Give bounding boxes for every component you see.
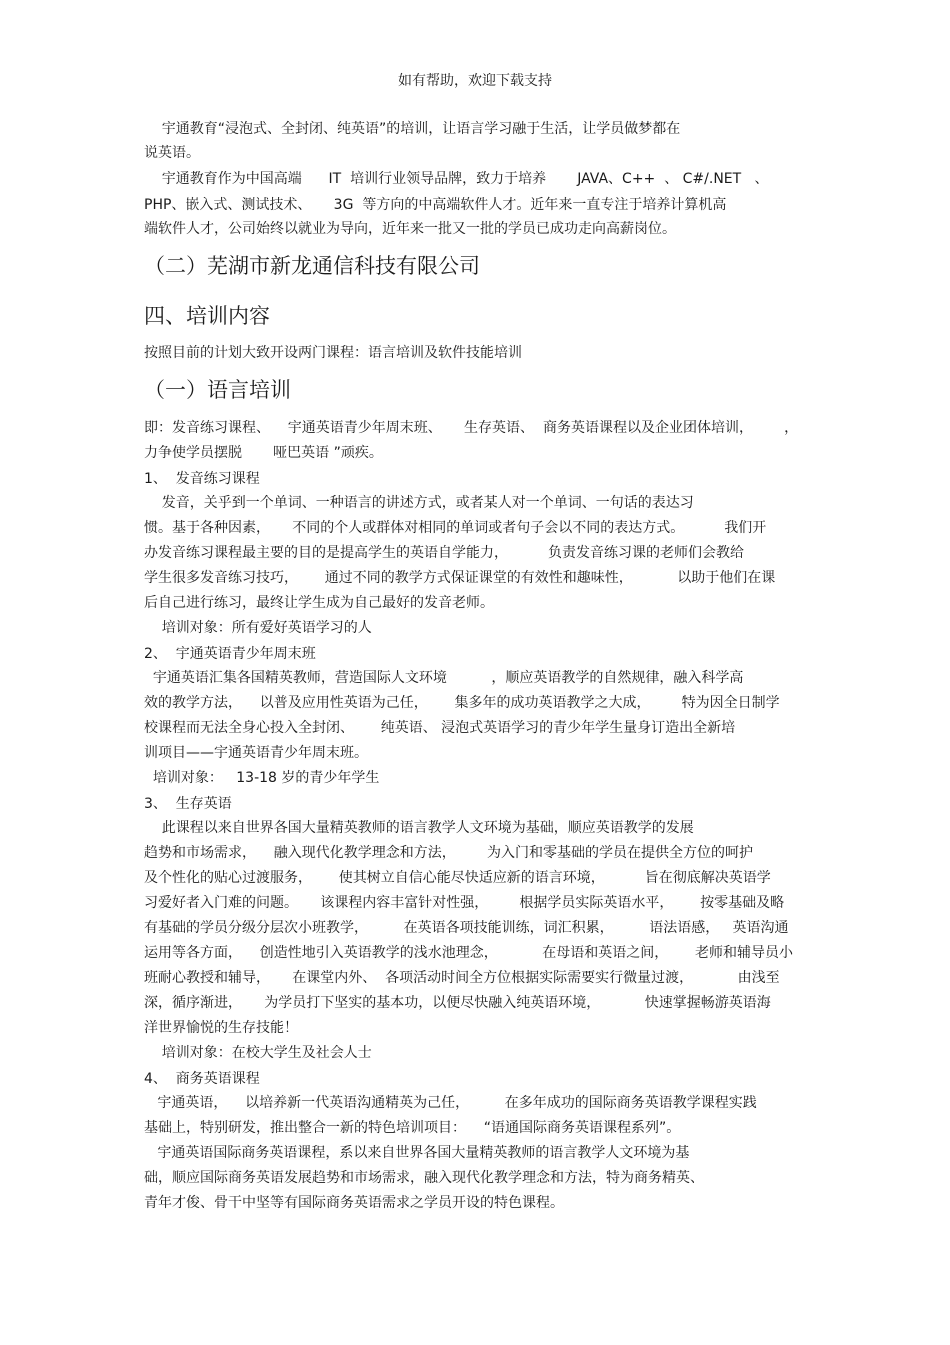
- target-audience: 培训对象： 13-18 岁的青少年学生: [144, 770, 380, 786]
- paragraph-line: 此课程以来自世界各国大量精英教师的语言教学人文环境为基础，顺应英语教学的发展: [144, 820, 694, 836]
- paragraph-line: PHP、嵌入式、测试技术、 3G 等方向的中高端软件人才。近年来一直专注于培养计算机高: [144, 197, 727, 213]
- paragraph-line: 宇通教育作为中国高端 IT 培训行业领导品牌，致力于培养 JAVA、C++ 、 C#/.NET 、: [144, 171, 769, 187]
- item-heading: 2、 宇通英语青少年周末班: [144, 646, 316, 662]
- paragraph-line: 即：发音练习课程、 宇通英语青少年周末班、 生存英语、 商务英语课程以及企业团体培训， ，: [144, 420, 799, 436]
- paragraph-line: 学生很多发音练习技巧， 通过不同的教学方式保证课堂的有效性和趣味性， 以助于他们在课: [144, 570, 776, 586]
- paragraph-line: 运用等各方面， 创造性地引入英语教学的浅水池理念， 在母语和英语之间， 老师和辅导员小: [144, 945, 794, 961]
- paragraph-line: 端软件人才，公司始终以就业为导向，近年来一批又一批的学员已成功走向高薪岗位。: [144, 221, 676, 237]
- paragraph-line: 按照目前的计划大致开设两门课程：语言培训及软件技能培训: [144, 345, 522, 361]
- paragraph-line: 发音，关乎到一个单词、一种语言的讲述方式，或者某人对一个单词、一句话的表达习: [144, 495, 694, 511]
- paragraph-line: 校课程而无法全身心投入全封闭、 纯英语、 浸泡式英语学习的青少年学生量身订造出全新培: [144, 720, 736, 736]
- paragraph-line: 及个性化的贴心过渡服务， 使其树立自信心能尽快适应新的语言环境， 旨在彻底解决英语学: [144, 870, 771, 886]
- paragraph-line: 习爱好者入门难的问题。 该课程内容丰富针对性强， 根据学员实际英语水平， 按零基础及略: [144, 895, 785, 911]
- paragraph-line: 办发音练习课程最主要的目的是提高学生的英语自学能力， 负责发音练习课的老师们会教给: [144, 545, 745, 561]
- paragraph-line: 青年才俊、骨干中坚等有国际商务英语需求之学员开设的特色课程。: [144, 1195, 564, 1211]
- page-header: 如有帮助，欢迎下载支持: [398, 73, 552, 89]
- paragraph-line: 趋势和市场需求， 融入现代化教学理念和方法， 为入门和零基础的学员在提供全方位的呵护: [144, 845, 753, 861]
- item-heading: 1、 发音练习课程: [144, 471, 260, 487]
- item-heading: 4、 商务英语课程: [144, 1071, 260, 1087]
- paragraph-line: 后自己进行练习，最终让学生成为自己最好的发音老师。: [144, 595, 494, 611]
- item-heading: 3、 生存英语: [144, 796, 232, 812]
- section-heading: （一）语言培训: [144, 378, 291, 402]
- section-heading: （二）芜湖市新龙通信科技有限公司: [144, 254, 480, 278]
- paragraph-line: 力争使学员摆脱 哑巴英语 ”顽疾。: [144, 445, 383, 461]
- paragraph-line: 基础上，特别研发，推出整合一新的特色培训项目： “语通国际商务英语课程系列”。: [144, 1120, 681, 1136]
- paragraph-line: 效的教学方法， 以普及应用性英语为己任， 集多年的成功英语教学之大成， 特为因全日制学: [144, 695, 780, 711]
- target-audience: 培训对象：所有爱好英语学习的人: [144, 620, 372, 636]
- paragraph-line: 宇通英语国际商务英语课程，系以来自世界各国大量精英教师的语言教学人文环境为基: [144, 1145, 690, 1161]
- paragraph-line: 宇通教育“浸泡式、全封闭、纯英语”的培训，让语言学习融于生活，让学员做梦都在: [144, 121, 681, 137]
- paragraph-line: 有基础的学员分级分层次小班教学， 在英语各项技能训练，词汇积累， 语法语感， 英语沟通: [144, 920, 789, 936]
- paragraph-line: 说英语。: [144, 145, 200, 161]
- paragraph-line: 惯。基于各种因素， 不同的个人或群体对相同的单词或者句子会以不同的表达方式。 我们开: [144, 520, 767, 536]
- paragraph-line: 础，顺应国际商务英语发展趋势和市场需求，融入现代化教学理念和方法，特为商务精英、: [144, 1170, 704, 1186]
- paragraph-line: 洋世界愉悦的生存技能！: [144, 1020, 298, 1036]
- paragraph-line: 班耐心教授和辅导， 在课堂内外、 各项活动时间全方位根据实际需要实行微量过渡， 由浅至: [144, 970, 780, 986]
- paragraph-line: 训项目——宇通英语青少年周末班。: [144, 745, 368, 761]
- paragraph-line: 宇通英语， 以培养新一代英语沟通精英为己任， 在多年成功的国际商务英语教学课程实践: [144, 1095, 757, 1111]
- chapter-heading: 四、培训内容: [144, 304, 270, 328]
- target-audience: 培训对象：在校大学生及社会人士: [144, 1045, 372, 1061]
- paragraph-line: 深，循序渐进， 为学员打下坚实的基本功，以便尽快融入纯英语环境， 快速掌握畅游英语海: [144, 995, 771, 1011]
- paragraph-line: 宇通英语汇集各国精英教师，营造国际人文环境 ，顺应英语教学的自然规律，融入科学高: [144, 670, 744, 686]
